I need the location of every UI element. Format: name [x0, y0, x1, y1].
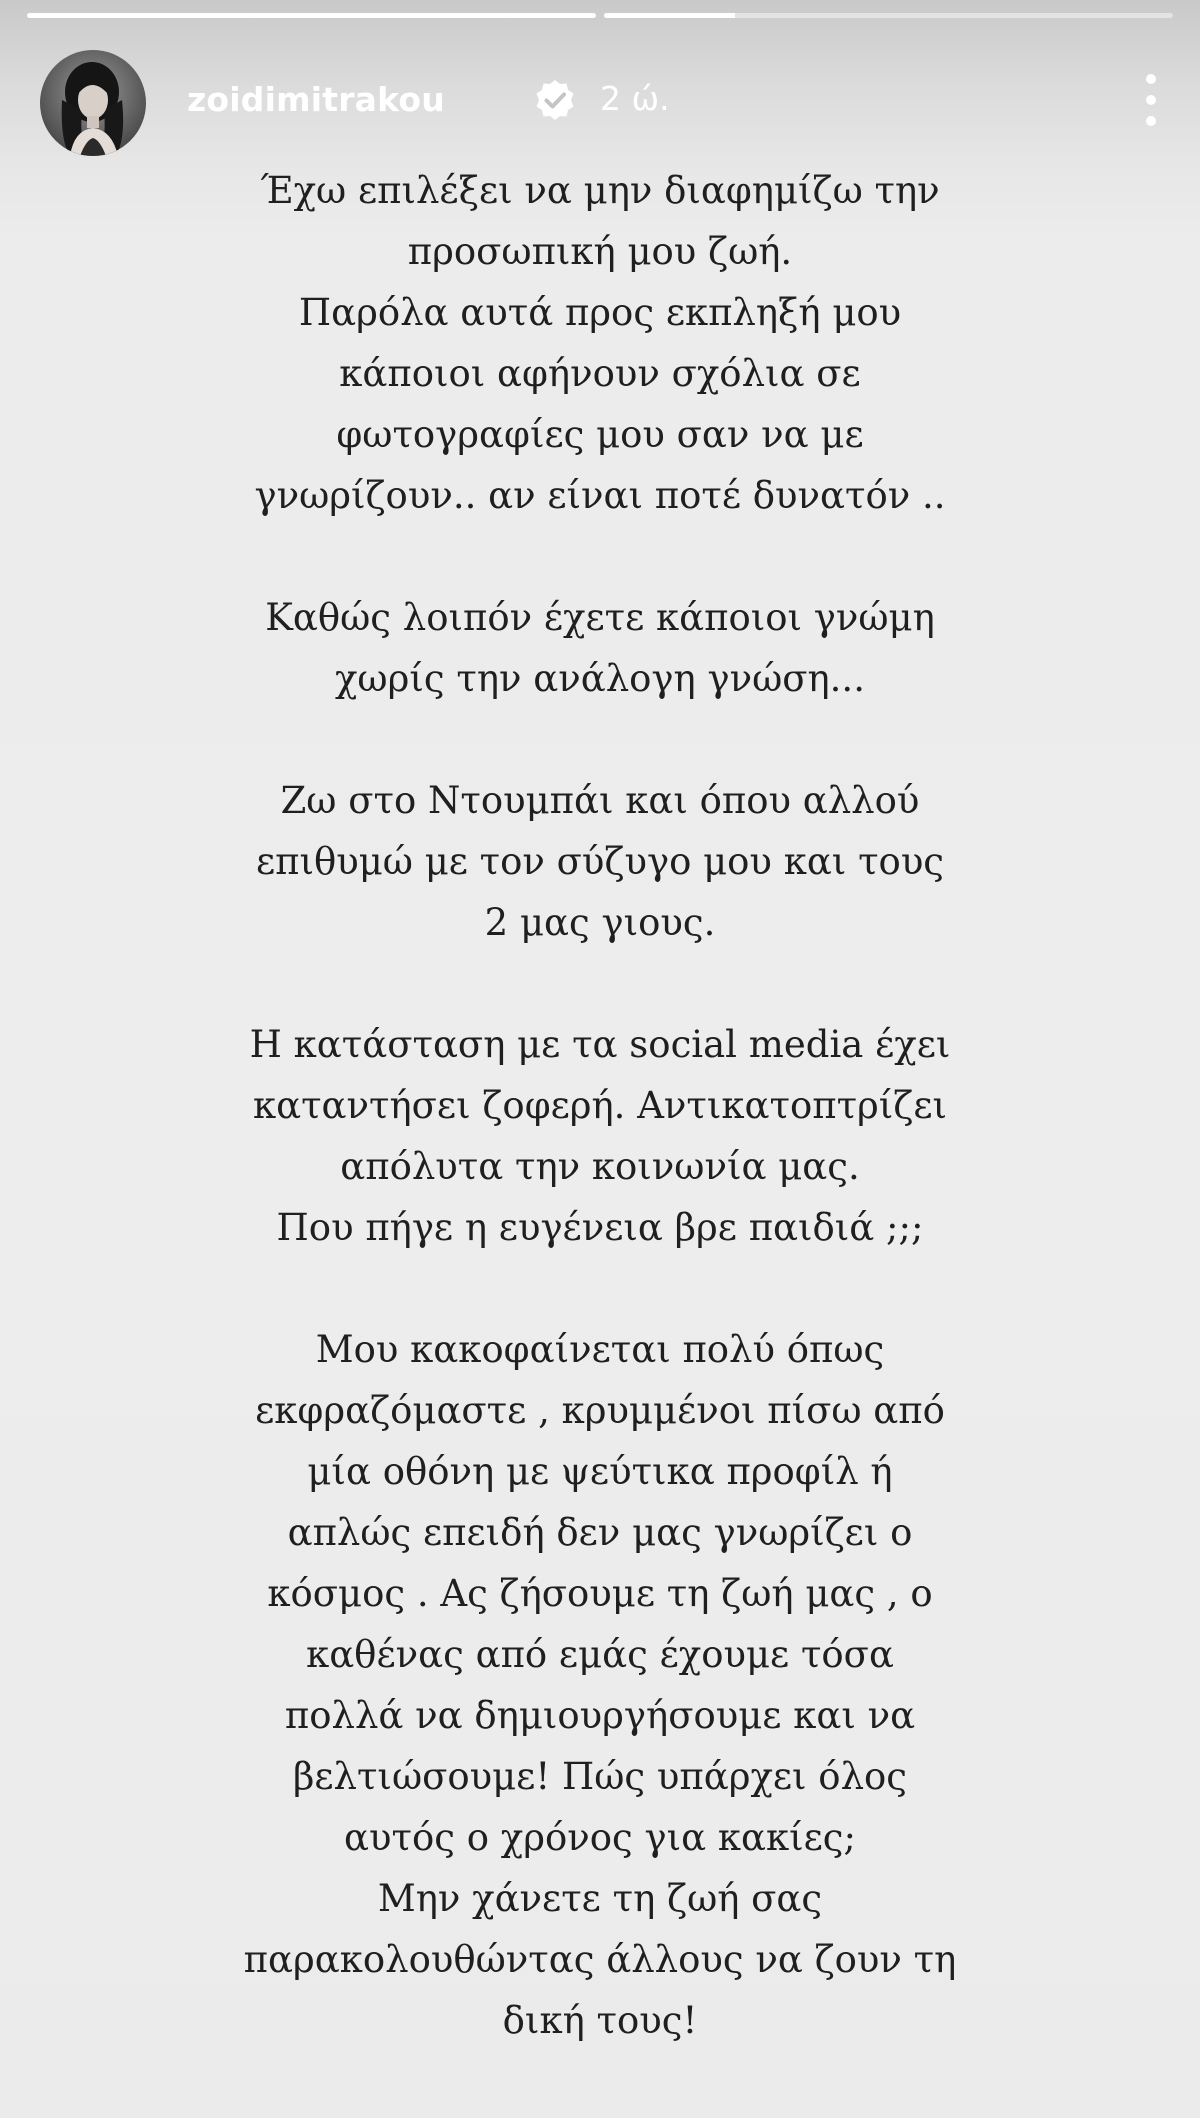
story-text-line: καταντήσει ζοφερή. Αντικατοπτρίζει: [252, 1084, 948, 1127]
story-text-line: βελτιώσουμε! Πώς υπάρχει όλος: [292, 1755, 908, 1798]
story-text-line: Παρόλα αυτά προς εκπληξή μου: [298, 291, 902, 334]
story-text-block: [150, 160, 1050, 2051]
story-text-line: απλώς επειδή δεν μας γνωρίζει ο: [287, 1511, 913, 1554]
story-text-line: Μην χάνετε τη ζωή σας: [377, 1877, 823, 1920]
story-text-line: καθένας από εμάς έχουμε τόσα: [306, 1633, 894, 1676]
story-text-line: προσωπική μου ζωή.: [407, 230, 793, 273]
paragraph-gap: [150, 1258, 1050, 1319]
progress-segment-2-fill: [604, 13, 735, 18]
story-progress-bar: [27, 13, 1173, 18]
story-text-line: Η κατάσταση με τα social media έχει: [249, 1023, 951, 1066]
story-text-line: Μου κακοφαίνεται πολύ όπως: [315, 1328, 885, 1371]
more-vertical-icon: [1146, 74, 1156, 84]
story-header: [40, 48, 1160, 154]
username[interactable]: zoidimitrakou: [187, 80, 445, 119]
story-text-line: 2 μας γιους.: [484, 901, 716, 944]
more-options-button[interactable]: [1136, 70, 1166, 130]
progress-segment-1: [27, 13, 596, 18]
story-text-line: δική τους!: [502, 1999, 698, 2042]
story-text-line: Έχω επιλέξει να μην διαφημίζω την: [260, 169, 940, 212]
progress-segment-1-fill: [27, 13, 596, 18]
story-text-line: Καθώς λοιπόν έχετε κάποιοι γνώμη: [265, 596, 935, 639]
story-text-line: απόλυτα την κοινωνία μας.: [340, 1145, 860, 1188]
story-text-line: αυτός ο χρόνος για κακίες;: [344, 1816, 856, 1859]
story-text-line: χωρίς την ανάλογη γνώση...: [335, 657, 865, 700]
paragraph-gap: [150, 526, 1050, 587]
more-vertical-icon-dot: [1146, 95, 1156, 105]
avatar-photo-icon: [40, 50, 146, 156]
story-text-line: πολλά να δημιουργήσουμε και να: [284, 1694, 916, 1737]
story-text-line: Ζω στο Ντουμπάι και όπου αλλού: [280, 779, 920, 822]
story-text-line: γνωρίζουν.. αν είναι ποτέ δυνατόν ..: [254, 474, 946, 517]
story-text-line: μία οθόνη με ψεύτικα προφίλ ή: [307, 1450, 893, 1493]
paragraph-gap: [150, 953, 1050, 1014]
paragraph-gap: [150, 709, 1050, 770]
story-text-line: κόσμος . Ας ζήσουμε τη ζωή μας , ο: [267, 1572, 933, 1615]
story-text-line: επιθυμώ με τον σύζυγο μου και τους: [255, 840, 945, 883]
story-text-line: φωτογραφίες μου σαν να με: [336, 413, 864, 456]
story-timestamp: 2 ώ.: [600, 79, 670, 118]
more-vertical-icon-dot: [1146, 116, 1156, 126]
verified-badge-icon: [533, 78, 577, 122]
story-text-line: κάποιοι αφήνουν σχόλια σε: [339, 352, 861, 395]
story-text-line: παρακολουθώντας άλλους να ζουν τη: [243, 1938, 957, 1981]
story-text-line: Που πήγε η ευγένεια βρε παιδιά ;;;: [276, 1206, 924, 1249]
progress-segment-2: [604, 13, 1173, 18]
avatar[interactable]: [40, 50, 146, 156]
story-text-line: εκφραζόμαστε , κρυμμένοι πίσω από: [255, 1389, 945, 1432]
